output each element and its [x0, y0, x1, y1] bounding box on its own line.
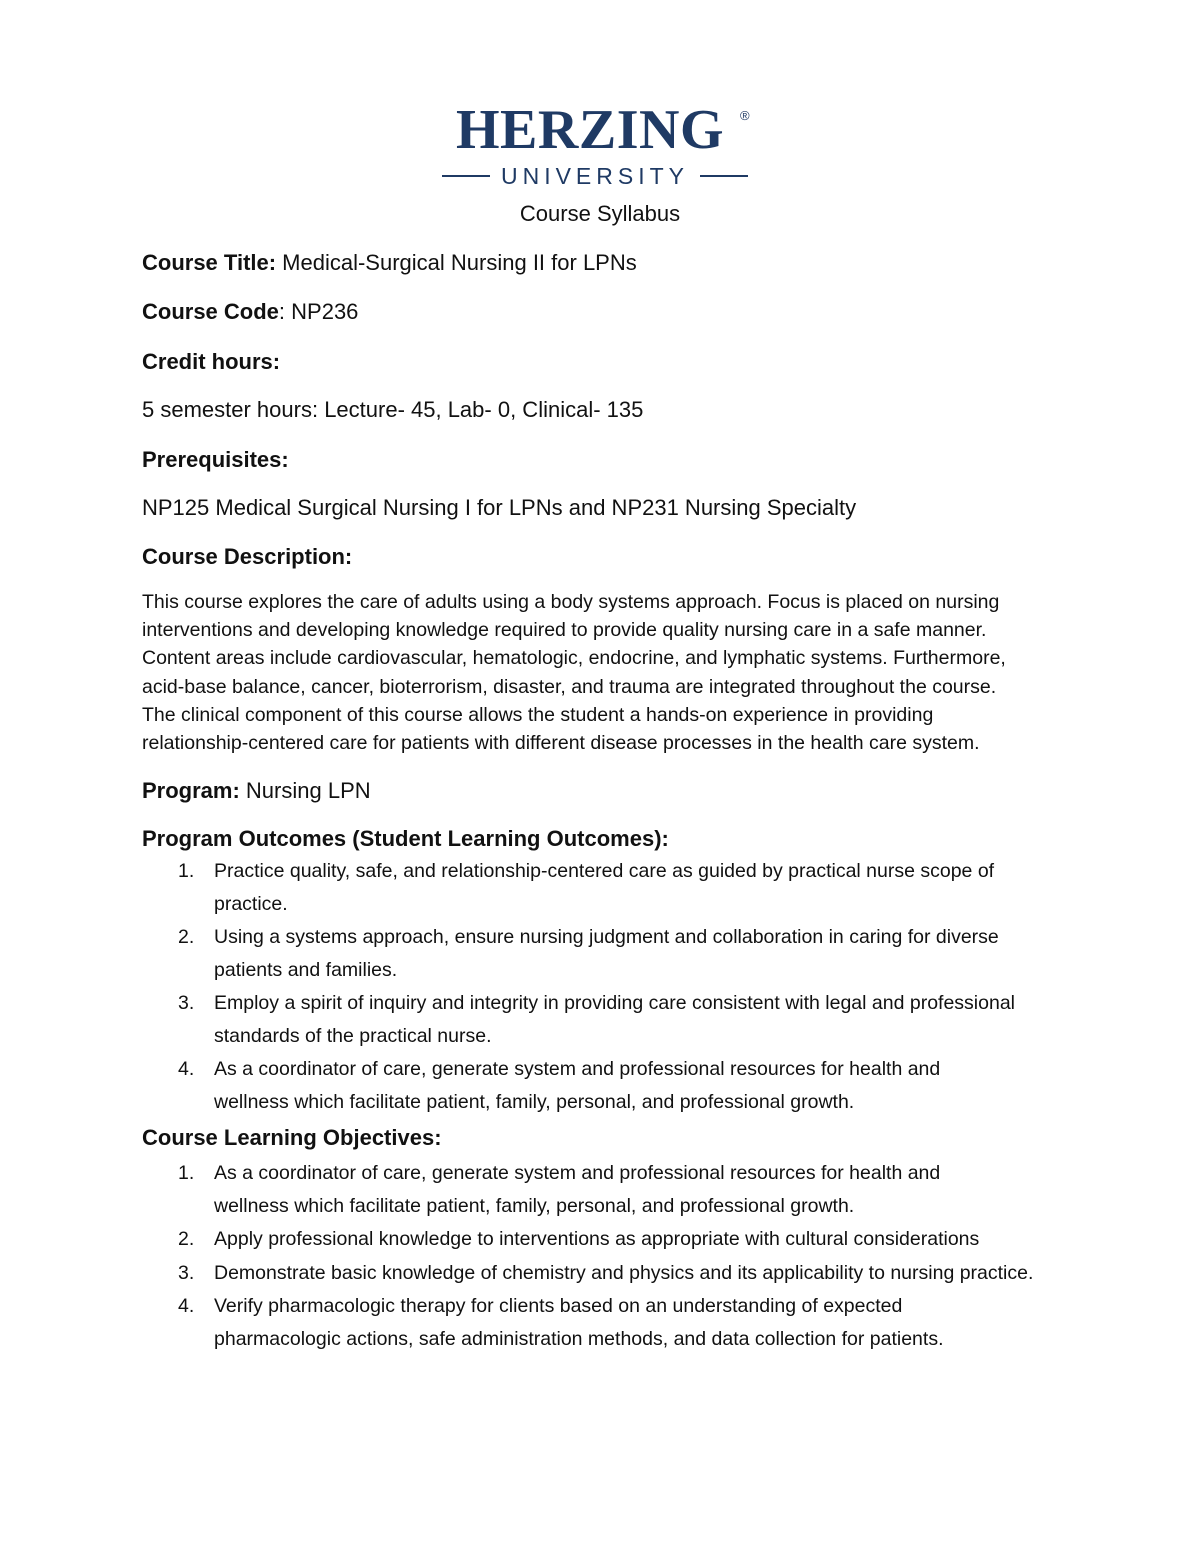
program-row — [142, 777, 371, 805]
list-text — [214, 855, 1142, 920]
course-description — [142, 588, 1132, 757]
list-text-line: Using a systems approach, ensure nursing judgment and collaboration in caring for diverse — [214, 926, 999, 948]
list-item — [142, 921, 1142, 986]
list-text-line: wellness which facilitate patient, family, personal, and professional growth. — [214, 1090, 855, 1113]
list-text — [214, 921, 1142, 986]
list-number: 1. — [178, 1162, 195, 1184]
program-outcomes-heading: Program Outcomes (Student Learning Outcomes): — [142, 826, 669, 851]
logo-rule-left — [442, 175, 490, 177]
list-item — [142, 1053, 1142, 1118]
prerequisites-label-row — [142, 446, 289, 474]
list-text-line: Apply professional knowledge to interventions as appropriate with cultural considerations — [214, 1228, 980, 1250]
learning-objectives-list — [142, 1157, 1142, 1355]
list-text — [214, 1157, 1142, 1222]
logo-subtitle-text: UNIVERSITY — [500, 163, 690, 189]
list-text-line: As a coordinator of care, generate system and professional resources for health and — [214, 1162, 941, 1184]
program-outcomes-list — [142, 855, 1142, 1118]
list-text — [214, 1223, 1142, 1256]
list-number: 4. — [178, 1058, 195, 1080]
list-text-line: Practice quality, safe, and relationship-centered care as guided by practical nurse scope of — [214, 860, 995, 882]
list-text-line: pharmacologic actions, safe administration methods, and data collection for patients. — [214, 1327, 944, 1350]
list-number: 3. — [178, 1261, 195, 1284]
credit-hours-label: Credit hours: — [142, 349, 281, 374]
list-text-line: Verify pharmacologic therapy for clients based on an understanding of expected — [214, 1295, 903, 1317]
prerequisites-label: Prerequisites: — [142, 447, 289, 472]
list-item — [142, 987, 1142, 1052]
credit-hours-label-row — [142, 348, 280, 376]
logo-rule-right — [700, 175, 748, 177]
learning-objectives-heading: Course Learning Objectives: — [142, 1125, 442, 1150]
list-item — [142, 1157, 1142, 1222]
course-code-label: Course Code — [142, 299, 279, 324]
list-text-line: wellness which facilitate patient, family, personal, and professional growth. — [214, 1194, 855, 1217]
list-text-line: Employ a spirit of inquiry and integrity in providing care consistent with legal and professional — [214, 992, 1016, 1014]
list-item — [142, 1223, 1142, 1256]
course-description-label-row — [142, 543, 352, 571]
course-title-value: Medical-Surgical Nursing II for LPNs — [276, 250, 637, 275]
registered-mark: ® — [740, 108, 750, 123]
description-line: interventions and developing knowledge required to provide quality nursing care in a safe manner. — [142, 619, 987, 642]
herzing-university-logo — [440, 100, 760, 190]
logo-subtitle — [440, 162, 750, 190]
course-description-label: Course Description: — [142, 544, 353, 569]
course-code-row — [142, 298, 358, 326]
program-value: Nursing LPN — [239, 778, 371, 803]
logo-wordmark: HERZING — [456, 99, 724, 161]
list-item — [142, 1257, 1142, 1290]
list-text-line: patients and families. — [214, 958, 398, 981]
description-line: acid-base balance, cancer, bioterrorism, disaster, and trauma are integrated throughout the course. — [142, 675, 997, 698]
course-code-value: : NP236 — [278, 299, 359, 324]
course-title-row — [142, 249, 637, 277]
list-number: 2. — [178, 926, 195, 948]
description-line: relationship-centered care for patients with different disease processes in the health care system. — [142, 732, 980, 755]
list-text-line: standards of the practical nurse. — [214, 1024, 492, 1047]
list-text-line: Demonstrate basic knowledge of chemistry and physics and its applicability to nursing practice. — [214, 1261, 1034, 1284]
description-line: Content areas include cardiovascular, hematologic, endocrine, and lymphatic systems. Furthermore, — [142, 647, 1006, 670]
prerequisites-value: NP125 Medical Surgical Nursing I for LPNs and NP231 Nursing Specialty — [142, 495, 857, 520]
list-text — [214, 987, 1142, 1052]
list-text — [214, 1053, 1142, 1118]
list-number: 1. — [178, 860, 195, 882]
list-text — [214, 1290, 1142, 1355]
list-text-line: As a coordinator of care, generate system and professional resources for health and — [214, 1058, 941, 1080]
list-number: 2. — [178, 1228, 195, 1250]
list-number: 4. — [178, 1295, 195, 1317]
course-title-label: Course Title: — [142, 250, 277, 275]
document-title: Course Syllabus — [519, 201, 681, 226]
credit-hours-value: 5 semester hours: Lecture- 45, Lab- 0, Clinical- 135 — [142, 397, 644, 422]
list-number: 3. — [178, 992, 195, 1014]
list-item — [142, 855, 1142, 920]
learning-objectives-heading-row — [142, 1124, 442, 1152]
program-label: Program: — [142, 778, 240, 803]
list-text — [214, 1257, 1142, 1290]
list-text-line: practice. — [214, 892, 288, 915]
description-line: This course explores the care of adults using a body systems approach. Focus is placed on nursing — [142, 591, 1000, 613]
program-outcomes-heading-row — [142, 825, 669, 853]
list-item — [142, 1290, 1142, 1355]
description-line: The clinical component of this course allows the student a hands-on experience in providing — [142, 703, 934, 726]
